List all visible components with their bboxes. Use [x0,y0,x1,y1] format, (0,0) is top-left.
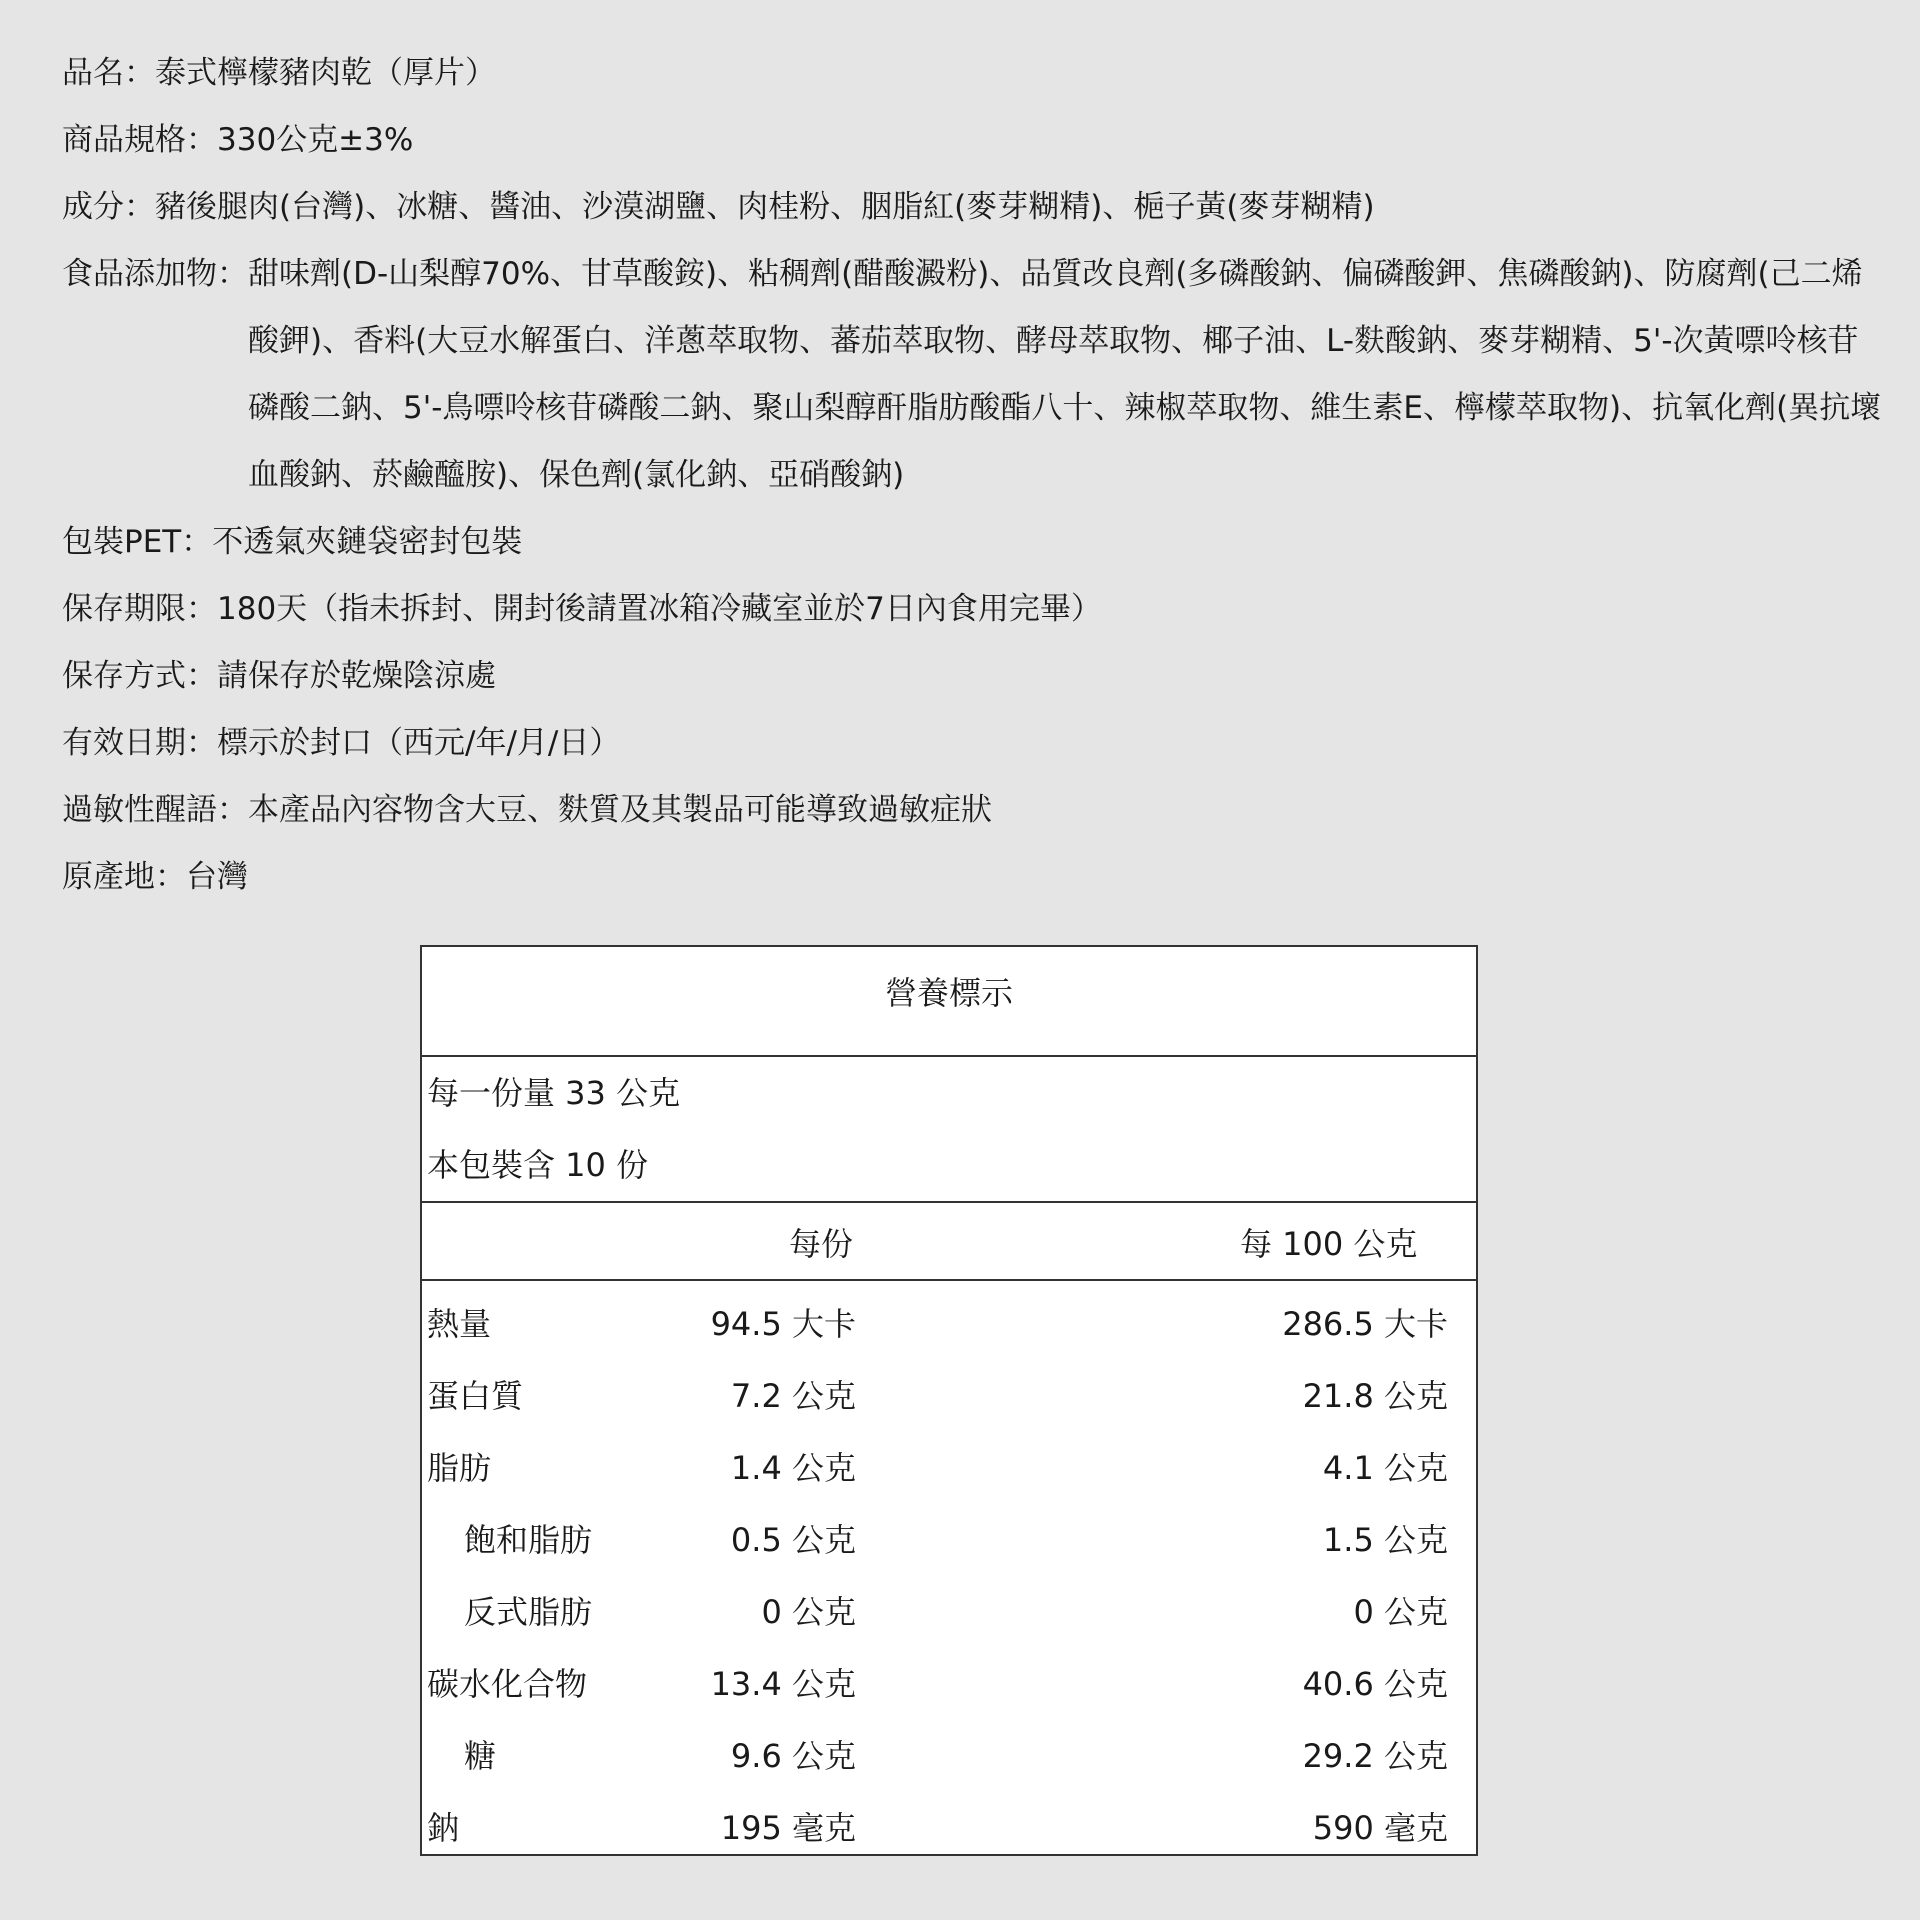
per-100g-value: 4.1 公克 [1322,1449,1448,1487]
product-info [62,40,1882,911]
info-value: 標示於封口（西元/年/月/日） [217,725,621,761]
info-key: 商品規格： [62,122,217,158]
info-row-packaging [62,509,1882,576]
info-row-allergen [62,777,1882,844]
per-serving-value: 1.4 公克 [730,1449,856,1487]
nutrition-rows [422,1281,1476,1857]
nutrient-label: 蛋白質 [427,1377,524,1415]
info-value: 請保存於乾燥陰涼處 [217,658,496,694]
per-100g-value: 590 毫克 [1312,1809,1448,1847]
nutrition-row-saturated-fat [422,1497,1476,1569]
col-per-100g: 每 100 公克 [1240,1225,1418,1263]
per-100g-value: 29.2 公克 [1302,1737,1448,1775]
per-serving-value: 195 毫克 [720,1809,856,1847]
info-value: 甜味劑(D-山梨醇70%、甘草酸銨)、粘稠劑(醋酸澱粉)、品質改良劑(多磷酸鈉、偏磷酸鉀、焦磷酸鈉)、防腐劑(己二烯酸鉀)、香料(大豆水解蛋白、洋蔥萃取物、蕃茄萃取物、酵母萃取物、椰子油、L-麩酸鈉、麥芽糊精、5'-次黃嘌呤核苷磷酸二鈉、5'-鳥嘌呤核苷磷酸二鈉、聚山梨醇酐脂肪酸酯八十、辣椒萃取物、維生素E、檸檬萃取物)、抗氧化劑(異抗壞血酸鈉、菸鹼醯胺)、保色劑(氯化鈉、亞硝酸鈉) [248,256,1882,493]
info-key: 食品添加物： [62,256,248,292]
nutrition-row-fat [422,1425,1476,1497]
per-serving-value: 7.2 公克 [730,1377,856,1415]
nutrient-label: 反式脂肪 [464,1593,593,1631]
per-100g-value: 40.6 公克 [1302,1665,1448,1703]
info-row-origin [62,844,1882,911]
info-row-shelf-life [62,576,1882,643]
info-key: 過敏性醒語： [62,792,248,828]
info-key: 品名： [62,55,155,91]
nutrition-row-sodium [422,1785,1476,1857]
nutrition-table [420,945,1478,1856]
nutrition-row-trans-fat [422,1569,1476,1641]
per-serving-value: 0.5 公克 [730,1521,856,1559]
info-key: 有效日期： [62,725,217,761]
info-row-storage [62,643,1882,710]
nutrition-row-protein [422,1353,1476,1425]
nutrition-row-energy [422,1281,1476,1353]
per-100g-value: 0 公克 [1353,1593,1448,1631]
nutrient-label: 飽和脂肪 [464,1521,593,1559]
info-row-name [62,40,1882,107]
info-key: 保存期限： [62,591,217,627]
per-serving-value: 9.6 公克 [730,1737,856,1775]
nutrition-row-sugar [422,1713,1476,1785]
per-serving-value: 0 公克 [761,1593,856,1631]
info-row-additives [62,241,1882,509]
info-key: 成分： [62,189,155,225]
nutrition-title: 營養標示 [422,947,1476,1057]
servings-per-package: 本包裝含 10 份 [427,1146,649,1184]
nutrient-label: 脂肪 [427,1449,492,1487]
info-value: 180天（指未拆封、開封後請置冰箱冷藏室並於7日內食用完畢） [217,591,1102,627]
nutrition-row-carbohydrate [422,1641,1476,1713]
info-key: 包裝PET： [62,524,213,560]
per-100g-value: 21.8 公克 [1302,1377,1448,1415]
info-row-ingredients [62,174,1882,241]
info-value: 330公克±3% [217,122,414,158]
info-key: 保存方式： [62,658,217,694]
info-value: 泰式檸檬豬肉乾（厚片） [155,55,496,91]
per-100g-value: 1.5 公克 [1322,1521,1448,1559]
info-value: 豬後腿肉(台灣)、冰糖、醬油、沙漠湖鹽、肉桂粉、胭脂紅(麥芽糊精)、梔子黃(麥芽糊精) [155,189,1375,225]
info-value: 台灣 [186,859,248,895]
per-serving-value: 13.4 公克 [710,1665,856,1703]
serving-info [422,1057,1476,1203]
nutrient-label: 鈉 [427,1809,460,1847]
per-100g-value: 286.5 大卡 [1282,1305,1448,1343]
info-key: 原產地： [62,859,186,895]
nutrition-column-headers [422,1203,1476,1281]
info-row-expiry [62,710,1882,777]
info-value: 不透氣夾鏈袋密封包裝 [212,524,523,560]
nutrient-label: 糖 [464,1737,497,1775]
info-value: 本產品內容物含大豆、麩質及其製品可能導致過敏症狀 [248,792,992,828]
info-row-spec [62,107,1882,174]
serving-size: 每一份量 33 公克 [427,1074,681,1112]
nutrient-label: 碳水化合物 [427,1665,588,1703]
nutrient-label: 熱量 [427,1305,492,1343]
col-per-serving: 每份 [789,1225,854,1263]
per-serving-value: 94.5 大卡 [710,1305,856,1343]
